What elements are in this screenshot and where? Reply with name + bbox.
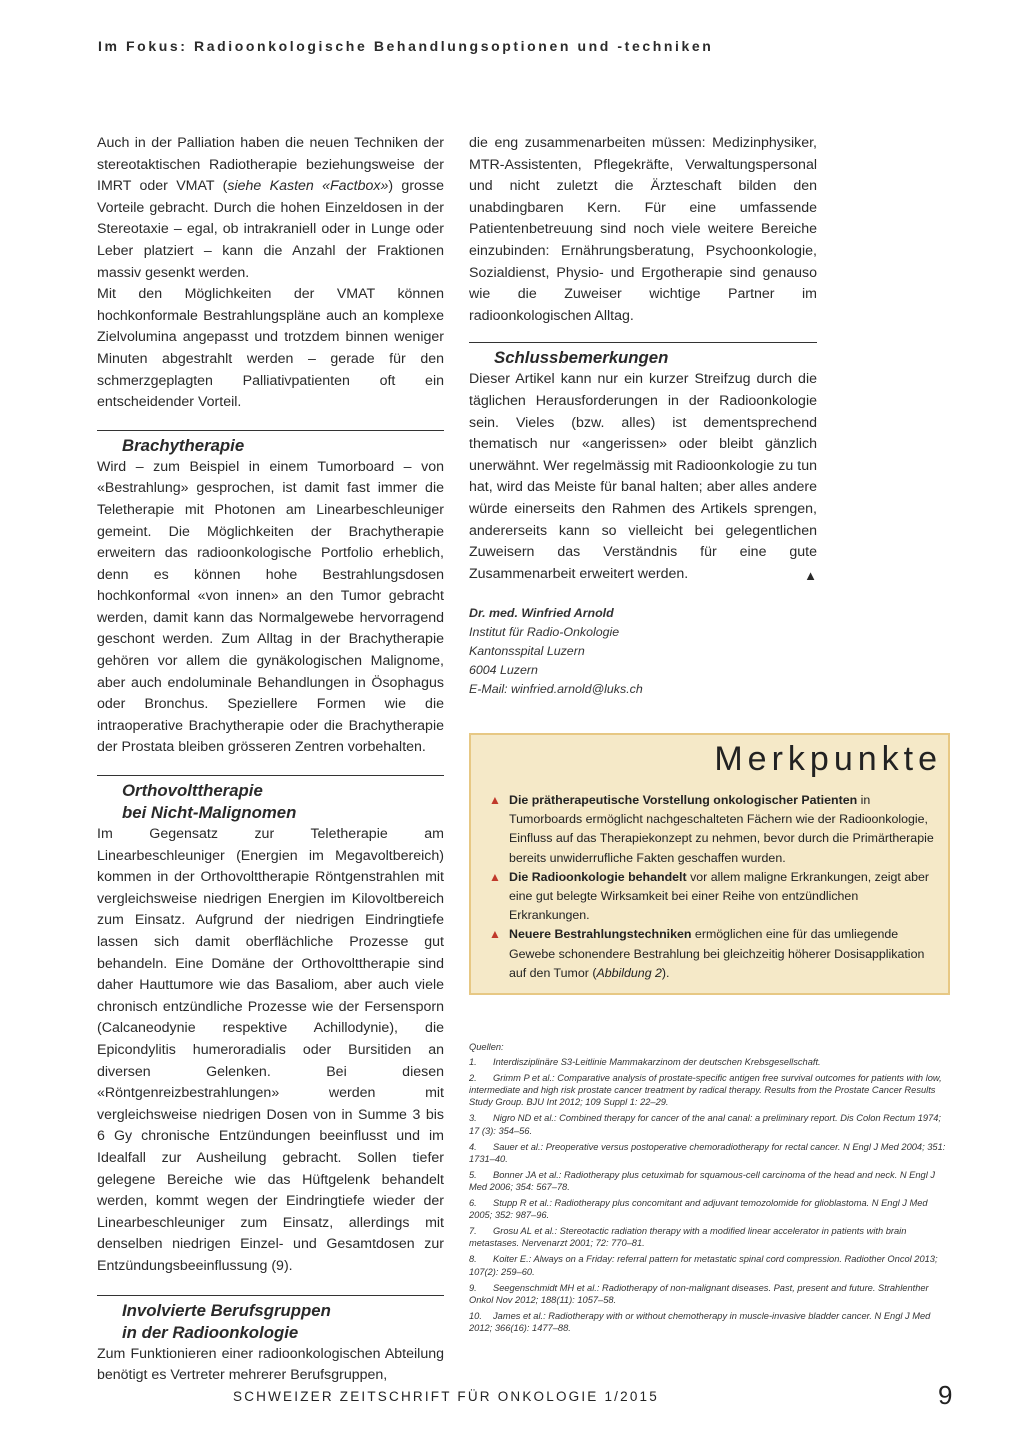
section-heading: Schlussbemerkungen: [494, 348, 669, 368]
intro-paragraph-1: [97, 133, 444, 284]
merkpunkte-box: [469, 733, 950, 995]
references: [469, 1041, 952, 1338]
reference-number: 6.: [469, 1198, 477, 1209]
intro-text-b: ) grosse Vorteile gebracht. Durch die hohen Einzeldosen in der Stereotaxie – egal, ob intrakraniell oder in Lunge oder Leber platziert – kann die Anzahl der Fraktionen massiv gesenkt werden.: [97, 178, 445, 281]
reference-text: Bonner JA et al.: Radiotherapy plus cetuximab for squamous-cell carcinoma of the head and neck. N Engl J Med 2006; 354: 567–78.: [469, 1169, 936, 1192]
reference-text: Interdisziplinäre S3-Leitlinie Mammakarzinom der deutschen Krebsgesellschaft.: [493, 1057, 821, 1068]
reference-item: [469, 1282, 952, 1306]
intro-paragraph-2: Mit den Möglichkeiten der VMAT können hochkonformale Bestrahlungspläne auch an komplexe Zielvolumina angepasst und trotzdem binnen weniger Minuten abgestrahlt werden – gerade für den schmerzgeplagten Palliativpatienten oft ein entscheidender Vorteil.: [97, 286, 444, 411]
author-name: Dr. med. Winfried Arnold: [469, 606, 614, 620]
merkpunkt-bold: Die Radioonkologie behandelt: [509, 869, 687, 884]
reference-number: 2.: [469, 1073, 477, 1084]
schluss-text: [469, 369, 817, 585]
reference-number: 3.: [469, 1113, 477, 1124]
reference-item: [469, 1112, 952, 1136]
heading-line-1: Involvierte Berufsgruppen: [122, 1300, 331, 1320]
triangle-bullet-icon: ▲: [489, 869, 501, 884]
section-heading: [122, 1300, 444, 1344]
section-brachytherapie: [97, 430, 444, 457]
merkpunkt-item: [481, 925, 941, 983]
triangle-bullet-icon: ▲: [489, 927, 501, 942]
reference-text: Stupp R et al.: Radiotherapy plus concomitant and adjuvant temozolomide for glioblastoma. N Engl J Med 2005; 352: 987–96.: [469, 1198, 928, 1221]
orthovolttherapie-text: Im Gegensatz zur Teletherapie am Linearbeschleuniger (Energien im Megavoltbereich) kommen in der Orthovolttherapie Röntgenstrahlen mit vergleichsweise niedrigen Energien im Kilovoltbereich zum Einsatz. Aufgrund der niedrigen Eindringtiefe lassen sich damit oberflächliche Prozesse gut behandeln. Eine Domäne der Orthovolttherapie sind daher Hauttumore wie das Basaliom, aber auch viele chronisch entzündliche Prozesse wie der Fersensporn (Calcaneodynie respektive Achillodynie), die Epicondylitis humeroradialis oder Bursitiden an diversen Gelenken. Bei diesen «Röntgenreizbestrahlungen» werden mit vergleichsweise niedrigen Dosen von in Summe 3 bis 6 Gy chronische Entzündungen beeinflusst und im Idealfall zur Ausheilung gebracht. Sollen tiefer gelegene Bereiche wie das Hüftgelenk behandelt werden, kommt wegen der Eindringtiefe wieder der Linearbeschleuniger zum Einsatz, allerdings mit denselben niedrigen Einzel- und Gesamtdosen zur Entzündungsbeeinflussung (9).: [97, 826, 444, 1274]
page-number: 9: [938, 1380, 953, 1410]
reference-text: Grimm P et al.: Comparative analysis of prostate-specific antigen free survival outcomes for patients with low, intermediate and high risk prostate cancer treatment by radical therapy. Results from the Prostate Cancer Results Study Group. BJU Int 2012; 109 Suppl 1: 22–29.: [469, 1073, 942, 1108]
merkpunkte-list: [481, 791, 941, 983]
heading-line-1: Orthovolttherapie: [122, 781, 263, 801]
reference-item: [469, 1141, 952, 1165]
reference-item: [469, 1072, 952, 1108]
author-block: [469, 604, 643, 699]
reference-item: [469, 1310, 952, 1334]
heading-line-2: bei Nicht-Malignomen: [122, 803, 297, 823]
merkpunkte-title: Merkpunkte: [714, 740, 942, 778]
intro-text-a: Auch in der Palliation haben die neuen Techniken der stereotaktischen Radiotherapie beziehungsweise der IMRT oder VMAT (: [97, 135, 444, 195]
reference-item: [469, 1169, 952, 1193]
merkpunkt-bold: Die prätherapeutische Vorstellung onkologischer Patienten: [509, 793, 858, 807]
section-berufsgruppen: [97, 1295, 444, 1344]
reference-number: 5.: [469, 1169, 477, 1180]
berufsgruppen-text: Zum Funktionieren einer radioonkologischen Abteilung benötigt es Vertreter mehrerer Berufsgruppen,: [97, 1345, 444, 1384]
section-schlussbemerkungen: [469, 342, 817, 369]
reference-number: 8.: [469, 1254, 477, 1265]
reference-number: 1.: [469, 1057, 477, 1068]
reference-item: [469, 1197, 952, 1221]
reference-text: Grosu AL et al.: Stereotactic radiation therapy with a modified linear accelerator in patients with brain metastases. Nervenarzt 2001; 72: 770–81.: [469, 1226, 907, 1249]
author-email: E-Mail: winfried.arnold@luks.ch: [469, 682, 643, 696]
left-column: [97, 133, 444, 1387]
reference-text: Sauer et al.: Preoperative versus postoperative chemoradiotherapy for rectal cancer. N Engl J Med 2004; 351: 1731–40.: [469, 1141, 946, 1164]
running-head: Im Fokus: Radioonkologische Behandlungsoptionen und -techniken: [98, 38, 714, 54]
section-heading: [122, 780, 444, 824]
reference-text: Nigro ND et al.: Combined therapy for cancer of the anal canal: a preliminary report. Dis Colon Rectum 1974; 17 (3): 354–56.: [469, 1113, 942, 1136]
end-of-article-icon: ▲: [804, 567, 817, 583]
factbox-reference: siehe Kasten «Factbox»: [227, 178, 389, 195]
merkpunkt-text: in Tumorboards ermöglicht nachgeschalteten Fächern wie der Radioonkologie, Einfluss auf das Therapiekonzept zu nehmen, bevor durch die Primärtherapie bereits unwiderrufliche Fakten geschaffen wurden.: [509, 793, 934, 865]
triangle-bullet-icon: ▲: [489, 793, 501, 807]
merkpunkt-item: [481, 868, 941, 926]
merkpunkt-text: vor allem maligne Erkrankungen, zeigt aber eine gut belegte Wirksamkeit bei einer Reihe von entzündlichen Erkrankungen.: [509, 869, 930, 923]
merkpunkt-text: ermöglichen eine für das umliegende Gewebe schonendere Bestrahlung bei gleichzeitig höherer Dosisapplikation auf den Tumor (: [509, 927, 925, 980]
reference-item: [469, 1056, 952, 1068]
brachytherapie-text: Wird – zum Beispiel in einem Tumorboard – von «Bestrahlung» gesprochen, ist damit fast immer die Teletherapie mit Photonen am Linearbeschleuniger gemeint. Die Möglichkeiten der Brachytherapie erweitern das radioonkologische Portfolio erheblich, denn es können hohe Bestrahlungsdosen hochkonformal «von innen» an den Tumor gebracht werden, damit kann das Normalgewebe hervorragend geschont werden. Zum Alltag in der Brachytherapie gehören vor allem die gynäkologischen Malignome, aber auch endoluminale Behandlungen in Ösophagus oder Bronchus. Speziellere Formen wie die intraoperative Brachytherapie oder die Brachytherapie der Prostata bleiben grösseren Zentren vorbehalten.: [97, 458, 444, 756]
reference-text: Koiter E.: Always on a Friday: referral pattern for metastatic spinal cord compression. Radiother Oncol 2013; 107(2): 259–60.: [469, 1254, 938, 1277]
figure-reference: Abbildung 2: [596, 965, 662, 980]
section-heading: Brachytherapie: [122, 435, 245, 455]
reference-number: 9.: [469, 1282, 477, 1293]
reference-text: Seegenschmidt MH et al.: Radiotherapy of non-malignant diseases. Past, present and future. Strahlenther Onkol Nov 2012; 188(11): 1057–58.: [469, 1282, 929, 1305]
reference-item: [469, 1253, 952, 1277]
references-label: Quellen:: [469, 1042, 504, 1052]
heading-line-2: in der Radioonkologie: [122, 1322, 299, 1342]
schluss-body: Dieser Artikel kann nur ein kurzer Streifzug durch die täglichen Herausforderungen in der Radioonkologie sein. Vieles (bzw. alles) ist dementsprechend thematisch nur «angerissen» oder bleibt gänzlich unerwähnt. Wer regelmässig mit Radioonkologie zu tun hat, wird das Meiste für banal halten; aber alles andere würde einerseits den Rahmen des Artikels sprengen, andererseits kann so vielleicht bei gelegentlichen Zuweisern das Verständnis für eine gute Zusammenarbeit erweitert werden.: [469, 371, 817, 582]
merkpunkt-item: [481, 791, 941, 868]
reference-number: 10.: [469, 1310, 482, 1321]
section-orthovolttherapie: [97, 775, 444, 824]
merkpunkt-tail: ).: [661, 965, 670, 980]
author-city: 6004 Luzern: [469, 663, 538, 677]
right-column: [469, 133, 817, 586]
merkpunkt-bold: Neuere Bestrahlungstechniken: [509, 927, 692, 942]
reference-text: James et al.: Radiotherapy with or without chemotherapy in muscle-invasive bladder cancer. N Engl J Med 2012; 366(16): 1477–88.: [469, 1310, 931, 1333]
author-hospital: Kantonsspital Luzern: [469, 644, 585, 658]
reference-number: 7.: [469, 1226, 477, 1237]
reference-item: [469, 1225, 952, 1249]
journal-footer: SCHWEIZER ZEITSCHRIFT FÜR ONKOLOGIE 1/2015: [233, 1389, 659, 1404]
reference-number: 4.: [469, 1141, 477, 1152]
berufsgruppen-continued: die eng zusammenarbeiten müssen: Medizinphysiker, MTR-Assistenten, Pflegekräfte, Verwaltungspersonal und nicht zuletzt die Ärzteschaft bilden den unabdingbaren Kern. Für eine umfassende Patientenbetreuung sind noch viele weitere Bereiche einzubinden: Ernährungsberatung, Psychoonkologie, Sozialdienst, Physio- und Ergotherapie sind genauso wie die Zuweiser wichtige Partner im radioonkologischen Alltag.: [469, 135, 817, 324]
author-institute: Institut für Radio-Onkologie: [469, 625, 620, 639]
